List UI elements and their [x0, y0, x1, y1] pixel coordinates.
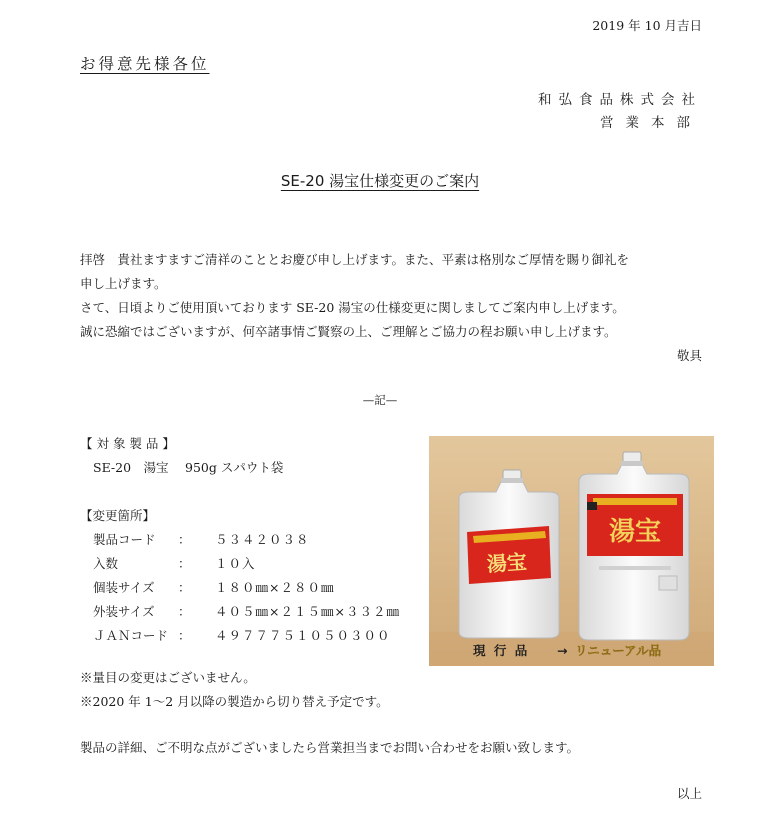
- body-line: 拝啓 貴社ますますご清祥のこととお慶び申し上げます。また、平素は格別なご厚情を賜り御礼を: [80, 252, 630, 267]
- contact-line: 製品の詳細、ご不明な点がございましたら営業担当までお問い合わせをお願い致します。: [80, 740, 580, 755]
- target-heading: 【 対 象 製 品 】: [80, 436, 175, 451]
- spec-value: ４０５㎜×２１５㎜×３３２㎜: [215, 604, 400, 619]
- spec-value: １０入: [215, 556, 256, 571]
- spec-colon: ：: [178, 556, 191, 571]
- renewal-pack-label: 湯宝: [608, 517, 662, 547]
- document-title: SE-20 湯宝仕様変更のご案内: [280, 172, 480, 190]
- spec-colon: ：: [178, 628, 191, 643]
- body-line: 申し上げます。: [80, 276, 167, 291]
- spec-value: ５３４２０３８: [215, 532, 310, 547]
- body-line: 誠に恐縮ではございますが、何卒諸事情ご賢察の上、ご理解とご協力の程お願い申し上げます。: [80, 324, 617, 339]
- spec-value: １８０㎜×２８０㎜: [215, 580, 335, 595]
- spec-label: 外装サイズ: [93, 604, 155, 619]
- target-product: SE-20 湯宝 950g スパウト袋: [93, 460, 284, 475]
- spec-label: 製品コード: [93, 532, 156, 547]
- body-line: さて、日頃よりご使用頂いております SE-20 湯宝の仕様変更に関しましてご案内申し上げます。: [80, 300, 625, 315]
- sender-department: 営業本部: [600, 115, 702, 131]
- caption-arrow: →: [557, 643, 568, 658]
- renewal-pouch: [579, 452, 689, 640]
- document-date: 2019 年 10 月吉日: [592, 18, 702, 33]
- note-line: ※2020 年 1～2 月以降の製造から切り替え予定です。: [80, 694, 389, 709]
- spec-colon: ：: [178, 604, 191, 619]
- caption-renewal: リニューアル品: [575, 643, 662, 658]
- spec-value: ４９７７７５１０５０３００: [215, 628, 391, 643]
- ki-marker: —記—: [362, 393, 398, 407]
- spec-colon: ：: [178, 580, 191, 595]
- changes-heading: 【変更箇所】: [80, 508, 156, 523]
- spec-label: 個装サイズ: [93, 580, 155, 595]
- recipient-line: お得意先様各位: [80, 55, 210, 73]
- keigu-closing: 敬具: [676, 348, 702, 363]
- ijou-closing: 以上: [676, 786, 702, 801]
- caption-current: 現 行 品: [473, 643, 530, 658]
- current-pack-label: 湯宝: [486, 549, 528, 577]
- spec-colon: ：: [178, 532, 191, 547]
- sender-company: 和弘食品株式会社: [538, 92, 702, 108]
- current-pouch: [459, 470, 559, 638]
- product-photo: [429, 436, 714, 666]
- spec-label: 入数: [93, 556, 119, 571]
- spec-label: ＪＡＮコード: [93, 628, 169, 643]
- note-line: ※量目の変更はございません。: [80, 670, 256, 685]
